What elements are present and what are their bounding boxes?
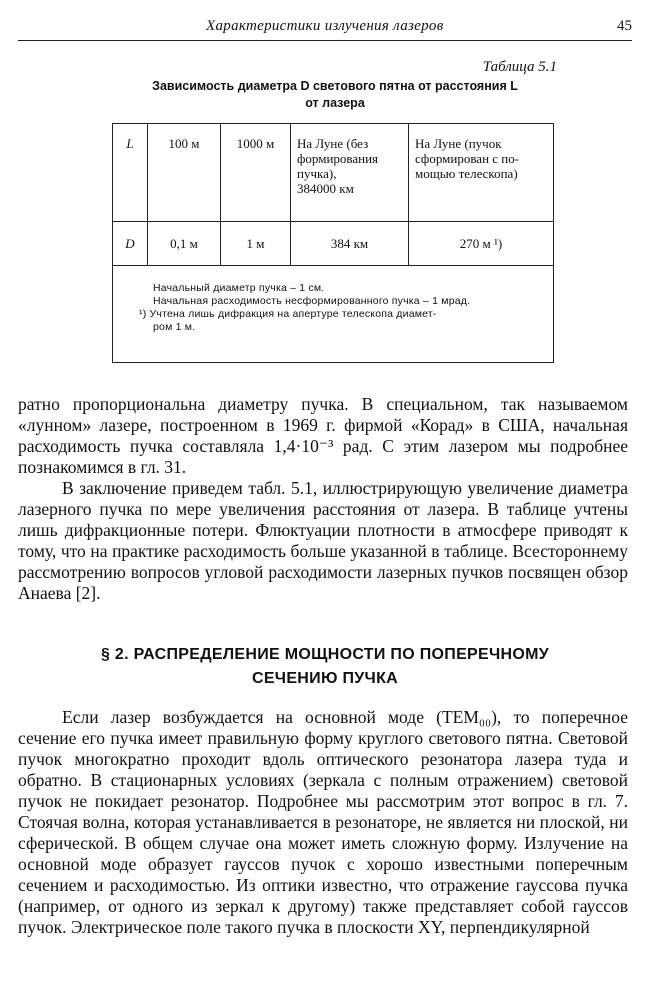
cell-distance-1000m: 1000 м: [221, 124, 291, 222]
paragraph: В заключение приведем табл. 5.1, иллюстрирующую увеличение диаметра лазерного пучка по мере увеличения расстояния от лазера. В таблице учтены лишь дифракционные потери. Флюктуации плотности в атмосфере приводят к тому, что на практике расходимость больше указанной в таблице. Всестороннему рассмотрению вопросов угловой расходимости лазерных пучков посвящен обзор Анаева [2].: [18, 478, 628, 603]
row-label-L: L: [113, 124, 148, 222]
table-row-L: [113, 124, 554, 222]
cell-moon-unformed: [291, 124, 409, 222]
note-line: ¹) Учтена лишь дифракция на апертуре телескопа диамет-: [139, 308, 437, 320]
cell-moon-telescope: [409, 124, 554, 222]
table-notes: [113, 266, 554, 363]
cell-diameter-1000m: 1 м: [221, 222, 291, 266]
cell-line: На Луне (пучок: [415, 136, 502, 151]
row-label-D: D: [113, 222, 148, 266]
cell-diameter-moon-telescope: 270 м ¹): [409, 222, 554, 266]
table-caption: Таблица 5.1: [482, 59, 557, 75]
cell-diameter-100m: 0,1 м: [148, 222, 221, 266]
cell-distance-100m: 100 м: [148, 124, 221, 222]
table-row-D: [113, 222, 554, 266]
data-table: [112, 123, 554, 363]
header-rule: [18, 40, 632, 41]
running-header: [18, 18, 632, 40]
cell-line: 384000 км: [297, 181, 354, 196]
table-title: [100, 78, 570, 112]
section-heading: [18, 643, 632, 691]
cell-line: мощью телескопа): [415, 166, 518, 181]
cell-line: сформирован с по-: [415, 151, 520, 166]
section-heading-line2: СЕЧЕНИЮ ПУЧКА: [251, 670, 399, 687]
cell-line: формирования: [297, 151, 379, 166]
body-block-2: [18, 707, 628, 938]
paragraph: Если лазер возбуждается на основной моде (TEM₀₀), то поперечное сечение его пучка имеет правильную форму круглого светового пятна. Световой пучок многократно проходит вдоль оптического резонатора лазера туда и обратно. В стационарных условиях (зеркала с полным отражением) световой пучок не покидает резонатор. Подробнее мы рассмотрим этот вопрос в гл. 7. Стоячая волна, которая устанавливается в резонаторе, не является ни плоской, ни сферической. В общем случае она может иметь сложную форму. Излучение на основной моде образует гауссов пучок с хорошо известными поперечным сечением и расходимостью. Из оптики известно, что отражение гауссова пучка (например, от одного из зеркал к другому) также представляет собой гауссов пучок. Электрическое поле такого пучка в плоскости XY, перпендикулярной: [18, 707, 628, 937]
note-line: Начальный диаметр пучка – 1 см.: [153, 282, 325, 294]
body-block-1: [18, 394, 628, 604]
paragraph: ратно пропорциональна диаметру пучка. В специальном, так называемом «лунном» лазере, построенном в 1969 г. фирмой «Корад» в США, начальная расходимость пучка составляла 1,4·10⁻³ рад. С этим лазером мы подробнее познакомимся в гл. 31.: [18, 394, 628, 477]
table-title-line1: Зависимость диаметра D светового пятна от расстояния L: [152, 79, 518, 93]
running-title: Характеристики излучения лазеров: [206, 18, 444, 34]
cell-diameter-moon-unformed: 384 км: [291, 222, 409, 266]
note-line: ром 1 м.: [153, 321, 196, 333]
cell-line: На Луне (без: [297, 136, 369, 151]
table-notes-row: [113, 266, 554, 363]
table-title-line2: от лазера: [305, 96, 365, 110]
note-line: Начальная расходимость несформированного пучка – 1 мрад.: [153, 295, 471, 307]
page-number: 45: [617, 18, 632, 34]
section-heading-line1: § 2. РАСПРЕДЕЛЕНИЕ МОЩНОСТИ ПО ПОПЕРЕЧНОМУ: [100, 646, 550, 663]
cell-line: пучка),: [297, 166, 337, 181]
